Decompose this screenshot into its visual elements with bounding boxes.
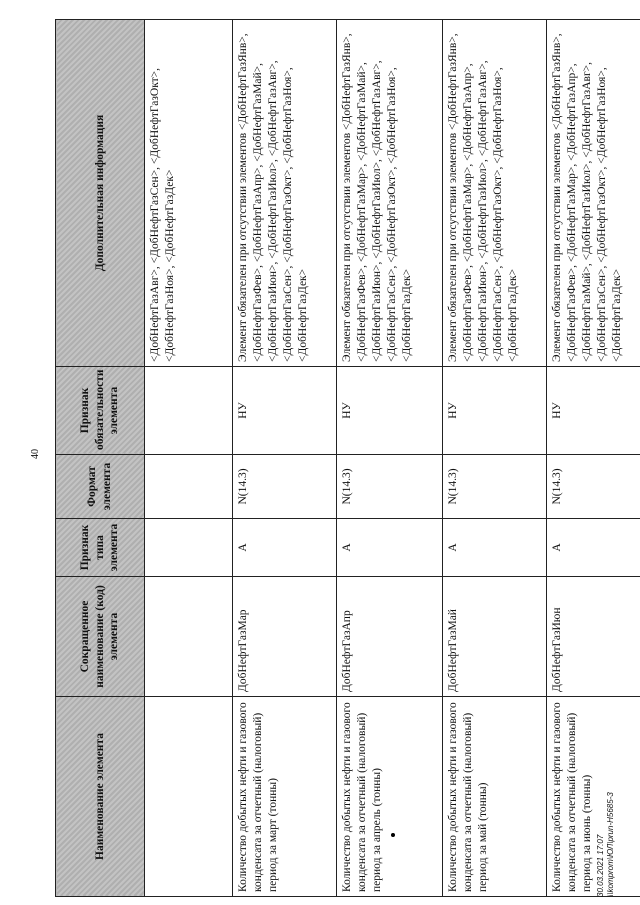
cell-name-text: Количество добытых нефти и газового конденсата за отчетный (налоговый) период за апрель (тонны) (341, 702, 383, 892)
cell-code: ДобНефтГазИюн (547, 577, 640, 697)
cell-name (145, 697, 233, 897)
cell-code: ДобНефтГазМай (443, 577, 547, 697)
table-row (443, 20, 547, 897)
table-row (547, 20, 640, 897)
cell-type: А (337, 519, 443, 577)
page-number: 40 (30, 449, 41, 459)
footer-datetime: 30.03.2021 17:07 (596, 834, 605, 897)
table-row (233, 20, 337, 897)
cell-format: N(14.3) (337, 455, 443, 519)
header-name: Наименование элемента (56, 697, 145, 897)
cell-info: Элемент обязателен при отсутствии элементов <ДобНефтГазЯнв>, <ДобНефтГазФев>, <ДобНефтГазМар>, <ДобНефтГазМай>, <ДобНефтГазИюн>, <ДобНефтГазИюл>, <ДобНефтГазАвг>, <ДобНефтГазСен>, <ДобНефтГазОкт>, <ДобНефтГазНоя>, <ДобНефтГазДек> (337, 20, 443, 367)
cell-type (145, 519, 233, 577)
cell-required: НУ (337, 367, 443, 455)
cell-type: А (443, 519, 547, 577)
cell-name: Количество добытых нефти и газового конденсата за отчетный (налоговый) период за май (тонны) (443, 697, 547, 897)
elements-table (55, 19, 640, 897)
cell-required: НУ (233, 367, 337, 455)
cell-name: Количество добытых нефти и газового конденсата за отчетный (налоговый) период за март (тонны) (233, 697, 337, 897)
print-footer (596, 792, 616, 897)
table-row (337, 20, 443, 897)
cell-name (337, 697, 443, 897)
cell-info: Элемент обязателен при отсутствии элементов <ДобНефтГазЯнв>, <ДобНефтГазФев>, <ДобНефтГазМар>, <ДобНефтГазАпр>, <ДобНефтГазИюн>, <ДобНефтГазИюл>, <ДобНефтГазАвг>, <ДобНефтГазСен>, <ДобНефтГазОкт>, <ДобНефтГазНоя>, <ДобНефтГазДек> (443, 20, 547, 367)
cell-info: <ДобНефтГазАвг>, <ДобНефтГазСен>, <ДобНефтГазОкт>, <ДобНефтГазНоя>, <ДобНефтГазДек> (145, 20, 233, 367)
header-code: Сокращенное наименование (код) элемента (56, 577, 145, 697)
cell-format (145, 455, 233, 519)
cell-required: НУ (547, 367, 640, 455)
bullet-dot (391, 833, 395, 837)
cell-type: А (547, 519, 640, 577)
cell-name: Количество добытых нефти и газового конденсата за отчетный (налоговый) период за июнь (тонны) (547, 697, 640, 897)
header-info: Дополнительная информация (56, 20, 145, 367)
footer-path: \\komprom\ЮЛ\prun-H5685-3 (606, 792, 615, 897)
header-type: Признак типа элемента (56, 519, 145, 577)
table-header-row (56, 20, 145, 897)
cell-format: N(14.3) (547, 455, 640, 519)
cell-required (145, 367, 233, 455)
cell-code: ДобНефтГазАпр (337, 577, 443, 697)
cell-type: А (233, 519, 337, 577)
cell-format: N(14.3) (443, 455, 547, 519)
cell-required: НУ (443, 367, 547, 455)
cell-code: ДобНефтГазМар (233, 577, 337, 697)
cell-format: N(14.3) (233, 455, 337, 519)
cell-code (145, 577, 233, 697)
header-required: Признак обязательности элемента (56, 367, 145, 455)
cell-info: Элемент обязателен при отсутствии элементов <ДобНефтГазЯнв>, <ДобНефтГазФев>, <ДобНефтГазАпр>, <ДобНефтГазМай>, <ДобНефтГазИюн>, <ДобНефтГазИюл>, <ДобНефтГазАвг>, <ДобНефтГазСен>, <ДобНефтГазОкт>, <ДобНефтГазНоя>, <ДобНефтГазДек> (233, 20, 337, 367)
table-row (145, 20, 233, 897)
header-format: Формат элемента (56, 455, 145, 519)
cell-info: Элемент обязателен при отсутствии элементов <ДобНефтГазЯнв>, <ДобНефтГазФев>, <ДобНефтГазМар>, <ДобНефтГазАпр>, <ДобНефтГазМай>, <ДобНефтГазИюл>, <ДобНефтГазАвг>, <ДобНефтГазСен>, <ДобНефтГазОкт>, <ДобНефтГазНоя>, <ДобНефтГазДек> (547, 20, 640, 367)
